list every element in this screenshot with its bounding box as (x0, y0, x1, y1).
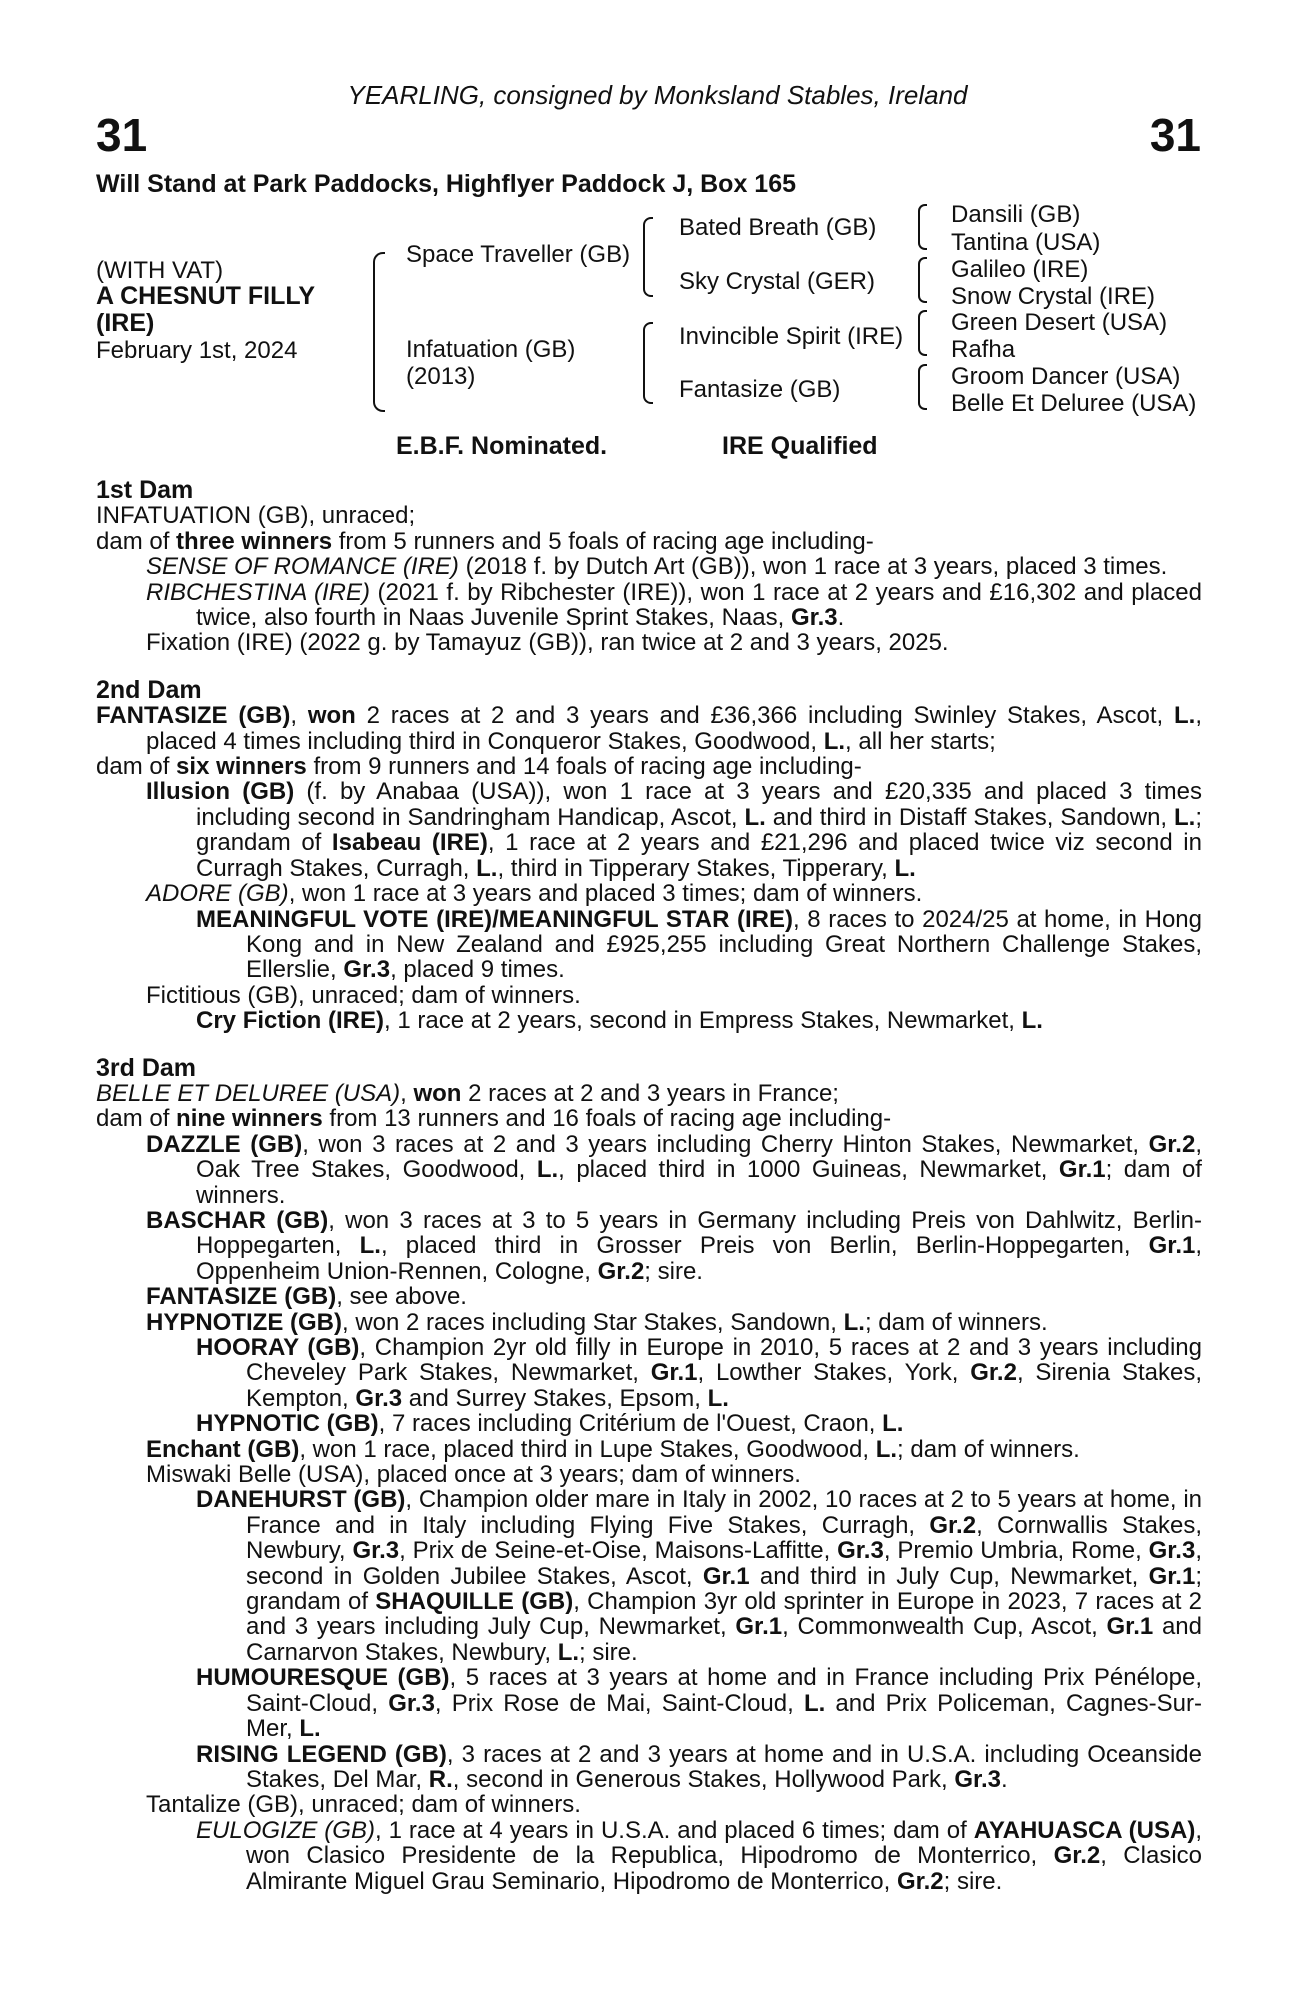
produce-entry: MEANINGFUL VOTE (IRE)/MEANINGFUL STAR (IRE), 8 races to 2024/25 at home, in Hong Kong and in New Zealand and £925,255 including Great Northern Challenge Stakes, Ellerslie, Gr.3, placed 9 times. (196, 905, 1202, 984)
ancestor-g5: Green Desert (USA) (951, 309, 1168, 336)
horse-name: A CHESNUT FILLY (96, 282, 315, 310)
produce-entry: RISING LEGEND (GB), 3 races at 2 and 3 years at home and in U.S.A. including Oceanside Stakes, Del Mar, R., second in Generous Stakes, Hollywood Park, Gr.3. (196, 1740, 1202, 1793)
dam-lines (96, 478, 1202, 1894)
produce-entry: FANTASIZE (GB), see above. (146, 1283, 467, 1311)
produce-entry: Fixation (IRE) (2022 g. by Tamayuz (GB)), ran twice at 2 and 3 years, 2025. (146, 629, 949, 657)
ebf-nominated: E.B.F. Nominated. (396, 432, 608, 460)
sire-dam-name: Sky Crystal (GER) (679, 268, 876, 295)
pedigree-brace-sire (643, 217, 653, 297)
first-dam-line: INFATUATION (GB), unraced; (96, 502, 416, 530)
first-dam-heading: 1st Dam (96, 476, 194, 504)
produce-entry: SENSE OF ROMANCE (IRE) (2018 f. by Dutch Art (GB)), won 1 race at 3 years, placed 3 times. (146, 553, 1168, 581)
dam-year: (2013) (406, 363, 476, 390)
lot-number-left: 31 (96, 109, 148, 161)
ancestor-g4: Snow Crystal (IRE) (951, 283, 1156, 310)
vat-label: (WITH VAT) (96, 257, 224, 284)
lot-number-right: 31 (1149, 109, 1201, 161)
second-dam-produce-line: dam of six winners from 9 runners and 14 foals of racing age including- (96, 753, 862, 781)
ancestor-g1: Dansili (GB) (951, 201, 1081, 228)
produce-entry: HYPNOTIC (GB), 7 races including Critérium de l'Ouest, Craon, L. (196, 1410, 904, 1438)
ancestor-g3: Galileo (IRE) (951, 256, 1089, 283)
pedigree-brace-g4 (918, 364, 927, 410)
ire-qualified: IRE Qualified (722, 432, 878, 460)
produce-entry: Enchant (GB), won 1 race, placed third in Lupe Stakes, Goodwood, L.; dam of winners. (146, 1435, 1080, 1463)
produce-entry: DANEHURST (GB), Champion older mare in Italy in 2002, 10 races at 2 to 5 years at home, in France and in Italy including Flying Five Stakes, Curragh, Gr.2, Cornwallis Stakes, Newbury, Gr.3, Prix de Seine-et-Oise, Maisons-Laffitte, Gr.3, Premio Umbria, Rome, Gr.3, second in Golden Jubilee Stakes, Ascot, Gr.1 and third in July Cup, Newmarket, Gr.1; grandam of SHAQUILLE (GB), Champion 3yr old sprinter in Europe in 2023, 7 races at 2 and 3 years including July Cup, Newmarket, Gr.1, Commonwealth Cup, Ascot, Gr.1 and Carnarvon Stakes, Newbury, L.; sire. (196, 1486, 1203, 1666)
produce-entry: HYPNOTIZE (GB), won 2 races including Star Stakes, Sandown, L.; dam of winners. (146, 1308, 1048, 1336)
produce-entry: DAZZLE (GB), won 3 races at 2 and 3 years including Cherry Hinton Stakes, Newmarket, Gr.2, Oak Tree Stakes, Goodwood, L., placed third in 1000 Guineas, Newmarket, Gr.1; dam of winners. (146, 1130, 1202, 1209)
third-dam-line: BELLE ET DELUREE (USA), won 2 races at 2 and 3 years in France; (96, 1079, 839, 1107)
produce-entry: Fictitious (GB), unraced; dam of winners. (146, 981, 581, 1009)
sire-name: Space Traveller (GB) (406, 241, 631, 268)
stand-location: Will Stand at Park Paddocks, Highflyer Paddock J, Box 165 (96, 170, 796, 198)
pedigree-brace-main (373, 252, 385, 412)
ancestor-g6: Rafha (951, 336, 1016, 363)
produce-entry: HUMOURESQUE (GB), 5 races at 3 years at home and in France including Prix Pénélope, Saint-Cloud, Gr.3, Prix Rose de Mai, Saint-Cloud, L. and Prix Policeman, Cagnes-Sur-Mer, L. (196, 1664, 1202, 1743)
second-dam-heading: 2nd Dam (96, 675, 202, 704)
produce-entry: Tantalize (GB), unraced; dam of winners. (146, 1791, 581, 1819)
consignment-line: YEARLING, consigned by Monksland Stables, Ireland (347, 80, 968, 110)
produce-entry: HOORAY (GB), Champion 2yr old filly in Europe in 2010, 5 races at 2 and 3 years including Cheveley Park Stakes, Newmarket, Gr.1, Lowther Stakes, York, Gr.2, Sirenia Stakes, Kempton, Gr.3 and Surrey Stakes, Epsom, L. (196, 1334, 1202, 1412)
pedigree-brace-g3 (918, 310, 927, 356)
third-dam-produce-line: dam of nine winners from 13 runners and 16 foals of racing age including- (96, 1105, 892, 1133)
second-dam-line: FANTASIZE (GB), won 2 races at 2 and 3 years and £36,366 including Swinley Stakes, Ascot, L., placed 4 times including third in Conqueror Stakes, Goodwood, L., all her starts; (96, 702, 1202, 755)
third-dam-heading: 3rd Dam (96, 1053, 197, 1082)
first-dam-produce-line: dam of three winners from 5 runners and 5 foals of racing age including- (96, 527, 874, 555)
produce-entry: ADORE (GB), won 1 race at 3 years and placed 3 times; dam of winners. (146, 880, 923, 908)
ancestor-g2: Tantina (USA) (951, 229, 1101, 256)
produce-entry: BASCHAR (GB), won 3 races at 3 to 5 years in Germany including Preis von Dahlwitz, Berlin-Hoppegarten, L., placed third in Grosser Preis von Berlin, Berlin-Hoppegarten, Gr.1, Oppenheim Union-Rennen, Cologne, Gr.2; sire. (146, 1206, 1203, 1285)
dam-sire-name: Invincible Spirit (IRE) (679, 323, 904, 350)
pedigree-brace-g2 (918, 257, 927, 303)
ancestor-g7: Groom Dancer (USA) (951, 363, 1181, 390)
pedigree-brace-g1 (918, 204, 927, 250)
ancestor-g8: Belle Et Deluree (USA) (951, 390, 1197, 417)
horse-origin: (IRE) (96, 309, 155, 337)
foaling-date: February 1st, 2024 (96, 337, 298, 364)
dam-name: Infatuation (GB) (406, 336, 576, 363)
pedigree-brace-dam (643, 322, 653, 404)
sire-sire-name: Bated Breath (GB) (679, 214, 877, 241)
produce-entry: RIBCHESTINA (IRE) (2021 f. by Ribchester (IRE)), won 1 race at 2 years and £16,302 and placed twice, also fourth in Naas Juvenile Sprint Stakes, Naas, Gr.3. (146, 578, 1202, 632)
produce-entry: Miswaki Belle (USA), placed once at 3 years; dam of winners. (146, 1461, 801, 1489)
produce-entry: Illusion (GB) (f. by Anabaa (USA)), won 1 race at 3 years and £20,335 and placed 3 times including second in Sandringham Handicap, Ascot, L. and third in Distaff Stakes, Sandown, L.; grandam of Isabeau (IRE), 1 race at 2 years and £21,296 and placed twice viz second in Curragh Stakes, Curragh, L., third in Tipperary Stakes, Tipperary, L. (146, 778, 1203, 882)
produce-entry: Cry Fiction (IRE), 1 race at 2 years, second in Empress Stakes, Newmarket, L. (196, 1007, 1043, 1035)
dam-dam-name: Fantasize (GB) (679, 376, 841, 403)
produce-entry: EULOGIZE (GB), 1 race at 4 years in U.S.A. and placed 6 times; dam of AYAHUASCA (USA), won Clasico Presidente de la Republica, Hipodromo de Monterrico, Gr.2, Clasico Almirante Miguel Grau Seminario, Hipodromo de Monterrico, Gr.2; sire. (196, 1816, 1203, 1895)
